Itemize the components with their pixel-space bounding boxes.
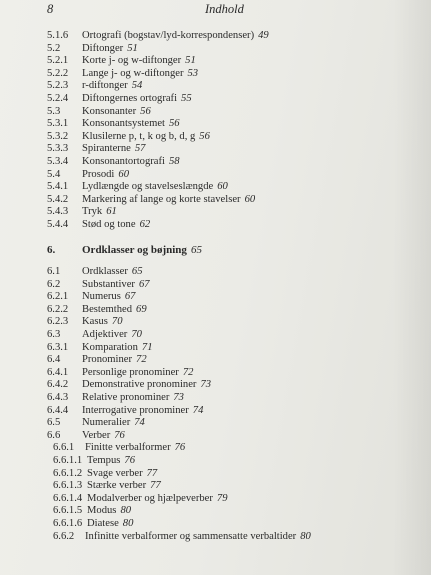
toc-entry bbox=[0, 118, 431, 131]
toc-entry-title-line bbox=[82, 181, 228, 194]
toc-entry-number: 5.1.6 bbox=[47, 30, 69, 41]
toc-entry-title-line bbox=[82, 30, 269, 43]
toc-entry-title-line bbox=[82, 417, 145, 430]
toc-entry-title: Relative pronominer bbox=[82, 392, 170, 404]
toc-entry-title-line bbox=[82, 43, 138, 56]
toc-entry-title-line bbox=[85, 531, 311, 544]
toc-entry-title-line bbox=[82, 80, 142, 93]
toc-entry-title: Ordklasser og bøjning bbox=[82, 243, 187, 256]
toc-entry-page: 56 bbox=[168, 118, 180, 130]
toc-entry-title-line bbox=[87, 505, 131, 518]
toc-entry-number: 5.3.2 bbox=[47, 130, 69, 142]
toc-entry-page: 57 bbox=[134, 143, 146, 155]
toc-entry-page: 70 bbox=[111, 316, 123, 328]
toc-entry-title: Kasus bbox=[82, 316, 108, 328]
toc-entry-number: 6.6.1.3 bbox=[53, 480, 83, 492]
toc-entry-page: 76 bbox=[174, 442, 186, 454]
toc-entry-page: 65 bbox=[131, 266, 143, 278]
toc-entry-title-line bbox=[82, 93, 192, 106]
toc-entry-page: 80 bbox=[122, 517, 134, 529]
toc-entry-page: 80 bbox=[300, 530, 311, 542]
toc-entry bbox=[0, 480, 431, 493]
toc-entry bbox=[0, 279, 431, 292]
toc-entry-page: 74 bbox=[192, 404, 204, 416]
toc-entry-number: 5.2 bbox=[47, 42, 61, 54]
toc-entry-title: Lydlængde og stavelseslængde bbox=[82, 181, 214, 193]
toc-entry bbox=[0, 405, 431, 418]
toc-entry-number: 5.3.1 bbox=[47, 118, 69, 130]
toc-entry-title: Verber bbox=[82, 429, 111, 441]
toc-entry-page: 60 bbox=[217, 181, 228, 193]
toc-entry bbox=[0, 43, 431, 56]
toc-entry bbox=[0, 354, 431, 367]
toc-entry bbox=[0, 531, 431, 544]
toc-entry bbox=[0, 206, 431, 219]
toc-entry-number: 6.4.3 bbox=[47, 392, 69, 404]
toc-entry-title-line bbox=[82, 279, 150, 292]
toc-entry-page: 73 bbox=[173, 392, 184, 404]
toc-entry-title: Prosodi bbox=[82, 168, 115, 180]
toc-entry-title-line bbox=[82, 118, 180, 131]
toc-entry bbox=[0, 468, 431, 481]
toc-entry-number: 5.3.3 bbox=[47, 143, 69, 155]
toc-entry-title: Ortografi (bogstav/lyd-korrespondenser) bbox=[82, 30, 255, 41]
toc-entry-number: 6. bbox=[47, 243, 56, 256]
toc-entry bbox=[0, 316, 431, 329]
toc-entry-number: 6.5 bbox=[47, 417, 61, 429]
toc-entry-page: 62 bbox=[139, 218, 151, 230]
toc-entry bbox=[0, 131, 431, 144]
toc-entry-title-line bbox=[82, 329, 142, 342]
toc-entry-title: Klusilerne p, t, k og b, d, g bbox=[82, 130, 196, 142]
toc-entry-page: 72 bbox=[136, 354, 147, 366]
toc-entry bbox=[0, 379, 431, 392]
toc-entry-title: Tryk bbox=[82, 206, 103, 218]
toc-entry-title: Numerus bbox=[82, 291, 121, 303]
toc-entry-page: 77 bbox=[146, 467, 158, 479]
toc-entry-number: 6.3 bbox=[47, 329, 61, 341]
toc-entry-title-line bbox=[82, 68, 198, 81]
toc-entry-page: 56 bbox=[140, 105, 151, 117]
toc-entry bbox=[0, 505, 431, 518]
toc-entry-title-line bbox=[82, 316, 123, 329]
toc-entry-title: Markering af lange og korte stavelser bbox=[82, 193, 241, 205]
toc-entry bbox=[0, 342, 431, 355]
toc-entry-page: 76 bbox=[114, 429, 125, 441]
toc-entry-number: 5.4.3 bbox=[47, 206, 69, 218]
toc-entry-title: Diftonger bbox=[82, 42, 124, 54]
toc-entry-title: Stød og tone bbox=[82, 218, 136, 230]
toc-entry-title: Konsonantortografi bbox=[82, 155, 165, 167]
toc-entry-title: Numeralier bbox=[82, 417, 131, 429]
toc-entry-title-line bbox=[82, 55, 196, 68]
toc-entry-title-line bbox=[82, 106, 151, 119]
toc-entry bbox=[0, 194, 431, 207]
toc-entry-number: 5.4.1 bbox=[47, 181, 69, 193]
toc-entry bbox=[0, 68, 431, 81]
toc-entry-title-line bbox=[82, 430, 125, 443]
toc-entry-title-line bbox=[82, 143, 145, 156]
toc-entry-title-line bbox=[82, 304, 147, 317]
toc-entry bbox=[0, 291, 431, 304]
toc-entry-title: Adjektiver bbox=[82, 329, 128, 341]
toc-entry-title-line bbox=[82, 342, 153, 355]
toc-entry-title: Substantiver bbox=[82, 278, 135, 290]
toc-entry-title: Svage verber bbox=[87, 467, 143, 479]
toc-entry-number: 5.3 bbox=[47, 105, 61, 117]
toc-entry-number: 6.6.1.4 bbox=[53, 492, 83, 504]
toc-entry-page: 71 bbox=[141, 341, 153, 353]
toc-entry-page: 67 bbox=[138, 278, 150, 290]
toc-entry-page: 67 bbox=[124, 291, 136, 303]
toc-entry-title-line bbox=[82, 367, 193, 380]
toc-entry-number: 6.4.2 bbox=[47, 379, 69, 391]
toc-entry-title-line bbox=[82, 244, 202, 257]
toc-entry-title: Spiranterne bbox=[82, 143, 131, 155]
toc-entry-number: 6.4 bbox=[47, 354, 61, 366]
toc-entry-title-line bbox=[82, 405, 203, 418]
toc-entry-title: Finitte verbalformer bbox=[85, 442, 171, 454]
toc-entry bbox=[0, 80, 431, 93]
toc-entry-page: 56 bbox=[199, 130, 210, 142]
toc-entry-title: Modus bbox=[87, 505, 117, 517]
toc-entry-number: 5.2.1 bbox=[47, 55, 69, 67]
toc-entry-title-line bbox=[87, 480, 161, 493]
toc-entry bbox=[0, 304, 431, 317]
toc-entry-number: 6.1 bbox=[47, 266, 61, 278]
toc-entry-title: Diftongernes ortografi bbox=[82, 92, 178, 104]
toc-entry bbox=[0, 143, 431, 156]
toc-entry-number: 6.2.3 bbox=[47, 316, 69, 328]
toc-entry-title: Lange j- og w-diftonger bbox=[82, 67, 184, 79]
toc-entry bbox=[0, 30, 431, 43]
toc-entry-page: 51 bbox=[185, 55, 196, 67]
toc-entry-title: Modalverber og hjælpeverber bbox=[87, 492, 213, 504]
toc-entry bbox=[0, 181, 431, 194]
toc-entry bbox=[0, 106, 431, 119]
toc-entry-number: 5.2.3 bbox=[47, 80, 69, 92]
toc-entry bbox=[0, 169, 431, 182]
toc-entry-title: Korte j- og w-diftonger bbox=[82, 55, 182, 67]
table-of-contents bbox=[0, 30, 431, 543]
toc-entry-title-line bbox=[87, 455, 135, 468]
toc-entry-page: 60 bbox=[244, 193, 256, 205]
toc-entry-number: 6.6.1.6 bbox=[53, 517, 83, 529]
page-number: 8 bbox=[47, 2, 54, 16]
running-title: Indhold bbox=[205, 2, 244, 16]
running-head bbox=[0, 2, 431, 20]
toc-entry bbox=[0, 493, 431, 506]
toc-entry-title: Stærke verber bbox=[87, 480, 147, 492]
toc-entry bbox=[0, 417, 431, 430]
toc-entry-page: 61 bbox=[106, 206, 117, 218]
toc-entry-page: 77 bbox=[150, 480, 161, 492]
toc-entry bbox=[0, 430, 431, 443]
toc-entry-title: Infinitte verbalformer og sammensatte verbaltider bbox=[85, 530, 297, 542]
toc-entry-number: 5.2.2 bbox=[47, 67, 69, 79]
toc-entry-number: 5.4 bbox=[47, 168, 61, 180]
toc-entry-page: 80 bbox=[120, 505, 132, 517]
toc-entry bbox=[0, 329, 431, 342]
toc-entry-page: 60 bbox=[118, 168, 129, 180]
toc-entry-number: 5.3.4 bbox=[47, 155, 69, 167]
toc-entry-page: 76 bbox=[124, 455, 135, 466]
toc-entry-title: Tempus bbox=[87, 455, 121, 466]
toc-entry-page: 79 bbox=[216, 492, 228, 504]
toc-entry-title: Konsonantsystemet bbox=[82, 118, 165, 130]
toc-entry-title-line bbox=[82, 354, 147, 367]
toc-entry-title-line bbox=[87, 468, 157, 481]
toc-entry-title: Personlige pronominer bbox=[82, 366, 179, 378]
toc-entry bbox=[0, 266, 431, 279]
toc-entry-title-line bbox=[85, 442, 185, 455]
toc-entry bbox=[0, 219, 431, 232]
toc-entry-page: 54 bbox=[131, 80, 143, 92]
toc-entry-title: Interrogative pronominer bbox=[82, 404, 189, 416]
toc-entry-page: 74 bbox=[134, 417, 145, 429]
toc-entry-title: Konsonanter bbox=[82, 105, 137, 117]
toc-entry-title-line bbox=[82, 131, 210, 144]
toc-entry-title-line bbox=[82, 206, 117, 219]
toc-entry bbox=[0, 442, 431, 455]
toc-entry-page: 70 bbox=[131, 329, 142, 341]
toc-entry-title-line bbox=[87, 518, 133, 531]
toc-entry-number: 6.3.1 bbox=[47, 341, 69, 353]
toc-entry-page: 51 bbox=[127, 42, 138, 54]
toc-entry-page: 58 bbox=[168, 155, 180, 167]
toc-entry-title-line bbox=[82, 379, 211, 392]
toc-entry-number: 6.2.1 bbox=[47, 291, 69, 303]
toc-entry-title-line bbox=[87, 493, 228, 506]
toc-entry-title: Demonstrative pronominer bbox=[82, 379, 197, 391]
toc-entry-title-line bbox=[82, 291, 135, 304]
toc-entry-title-line bbox=[82, 156, 180, 169]
toc-entry-page: 65 bbox=[190, 243, 202, 256]
toc-entry-number: 6.6.1.1 bbox=[53, 455, 83, 466]
toc-entry-number: 5.2.4 bbox=[47, 92, 69, 104]
toc-entry-page: 72 bbox=[182, 366, 194, 378]
toc-entry-number: 6.6 bbox=[47, 429, 61, 441]
toc-entry-page: 55 bbox=[181, 92, 192, 104]
toc-entry-title: Bestemthed bbox=[82, 303, 133, 315]
toc-entry-number: 6.6.1.2 bbox=[53, 467, 83, 479]
toc-entry-page: 53 bbox=[187, 67, 199, 79]
toc-entry-number: 6.6.1 bbox=[53, 442, 75, 454]
toc-entry-title-line bbox=[82, 219, 150, 232]
toc-chapter-heading bbox=[0, 244, 431, 257]
toc-entry-number: 6.4.1 bbox=[47, 366, 69, 378]
toc-entry-title-line bbox=[82, 392, 184, 405]
toc-entry bbox=[0, 367, 431, 380]
toc-entry-number: 6.6.2 bbox=[53, 530, 75, 542]
toc-entry bbox=[0, 55, 431, 68]
toc-entry-number: 5.4.4 bbox=[47, 218, 69, 230]
toc-entry-page: 49 bbox=[258, 30, 269, 41]
toc-entry bbox=[0, 392, 431, 405]
toc-entry-number: 6.6.1.5 bbox=[53, 505, 83, 517]
toc-entry bbox=[0, 455, 431, 468]
toc-entry-title-line bbox=[82, 194, 255, 207]
toc-entry-title: Komparation bbox=[82, 341, 138, 353]
toc-entry bbox=[0, 156, 431, 169]
toc-entry-number: 6.4.4 bbox=[47, 404, 69, 416]
toc-entry-title: Ordklasser bbox=[82, 266, 128, 278]
toc-entry-number: 6.2.2 bbox=[47, 303, 69, 315]
toc-entry-page: 73 bbox=[200, 379, 212, 391]
toc-entry bbox=[0, 93, 431, 106]
toc-entry-page: 69 bbox=[136, 303, 147, 315]
toc-entry-title-line bbox=[82, 266, 143, 279]
toc-entry-number: 5.4.2 bbox=[47, 193, 69, 205]
toc-entry-title: r-diftonger bbox=[82, 80, 128, 92]
toc-entry bbox=[0, 518, 431, 531]
toc-entry-title-line bbox=[82, 169, 129, 182]
toc-entry-title: Pronominer bbox=[82, 354, 133, 366]
toc-entry-number: 6.2 bbox=[47, 278, 61, 290]
toc-entry-title: Diatese bbox=[87, 517, 119, 529]
